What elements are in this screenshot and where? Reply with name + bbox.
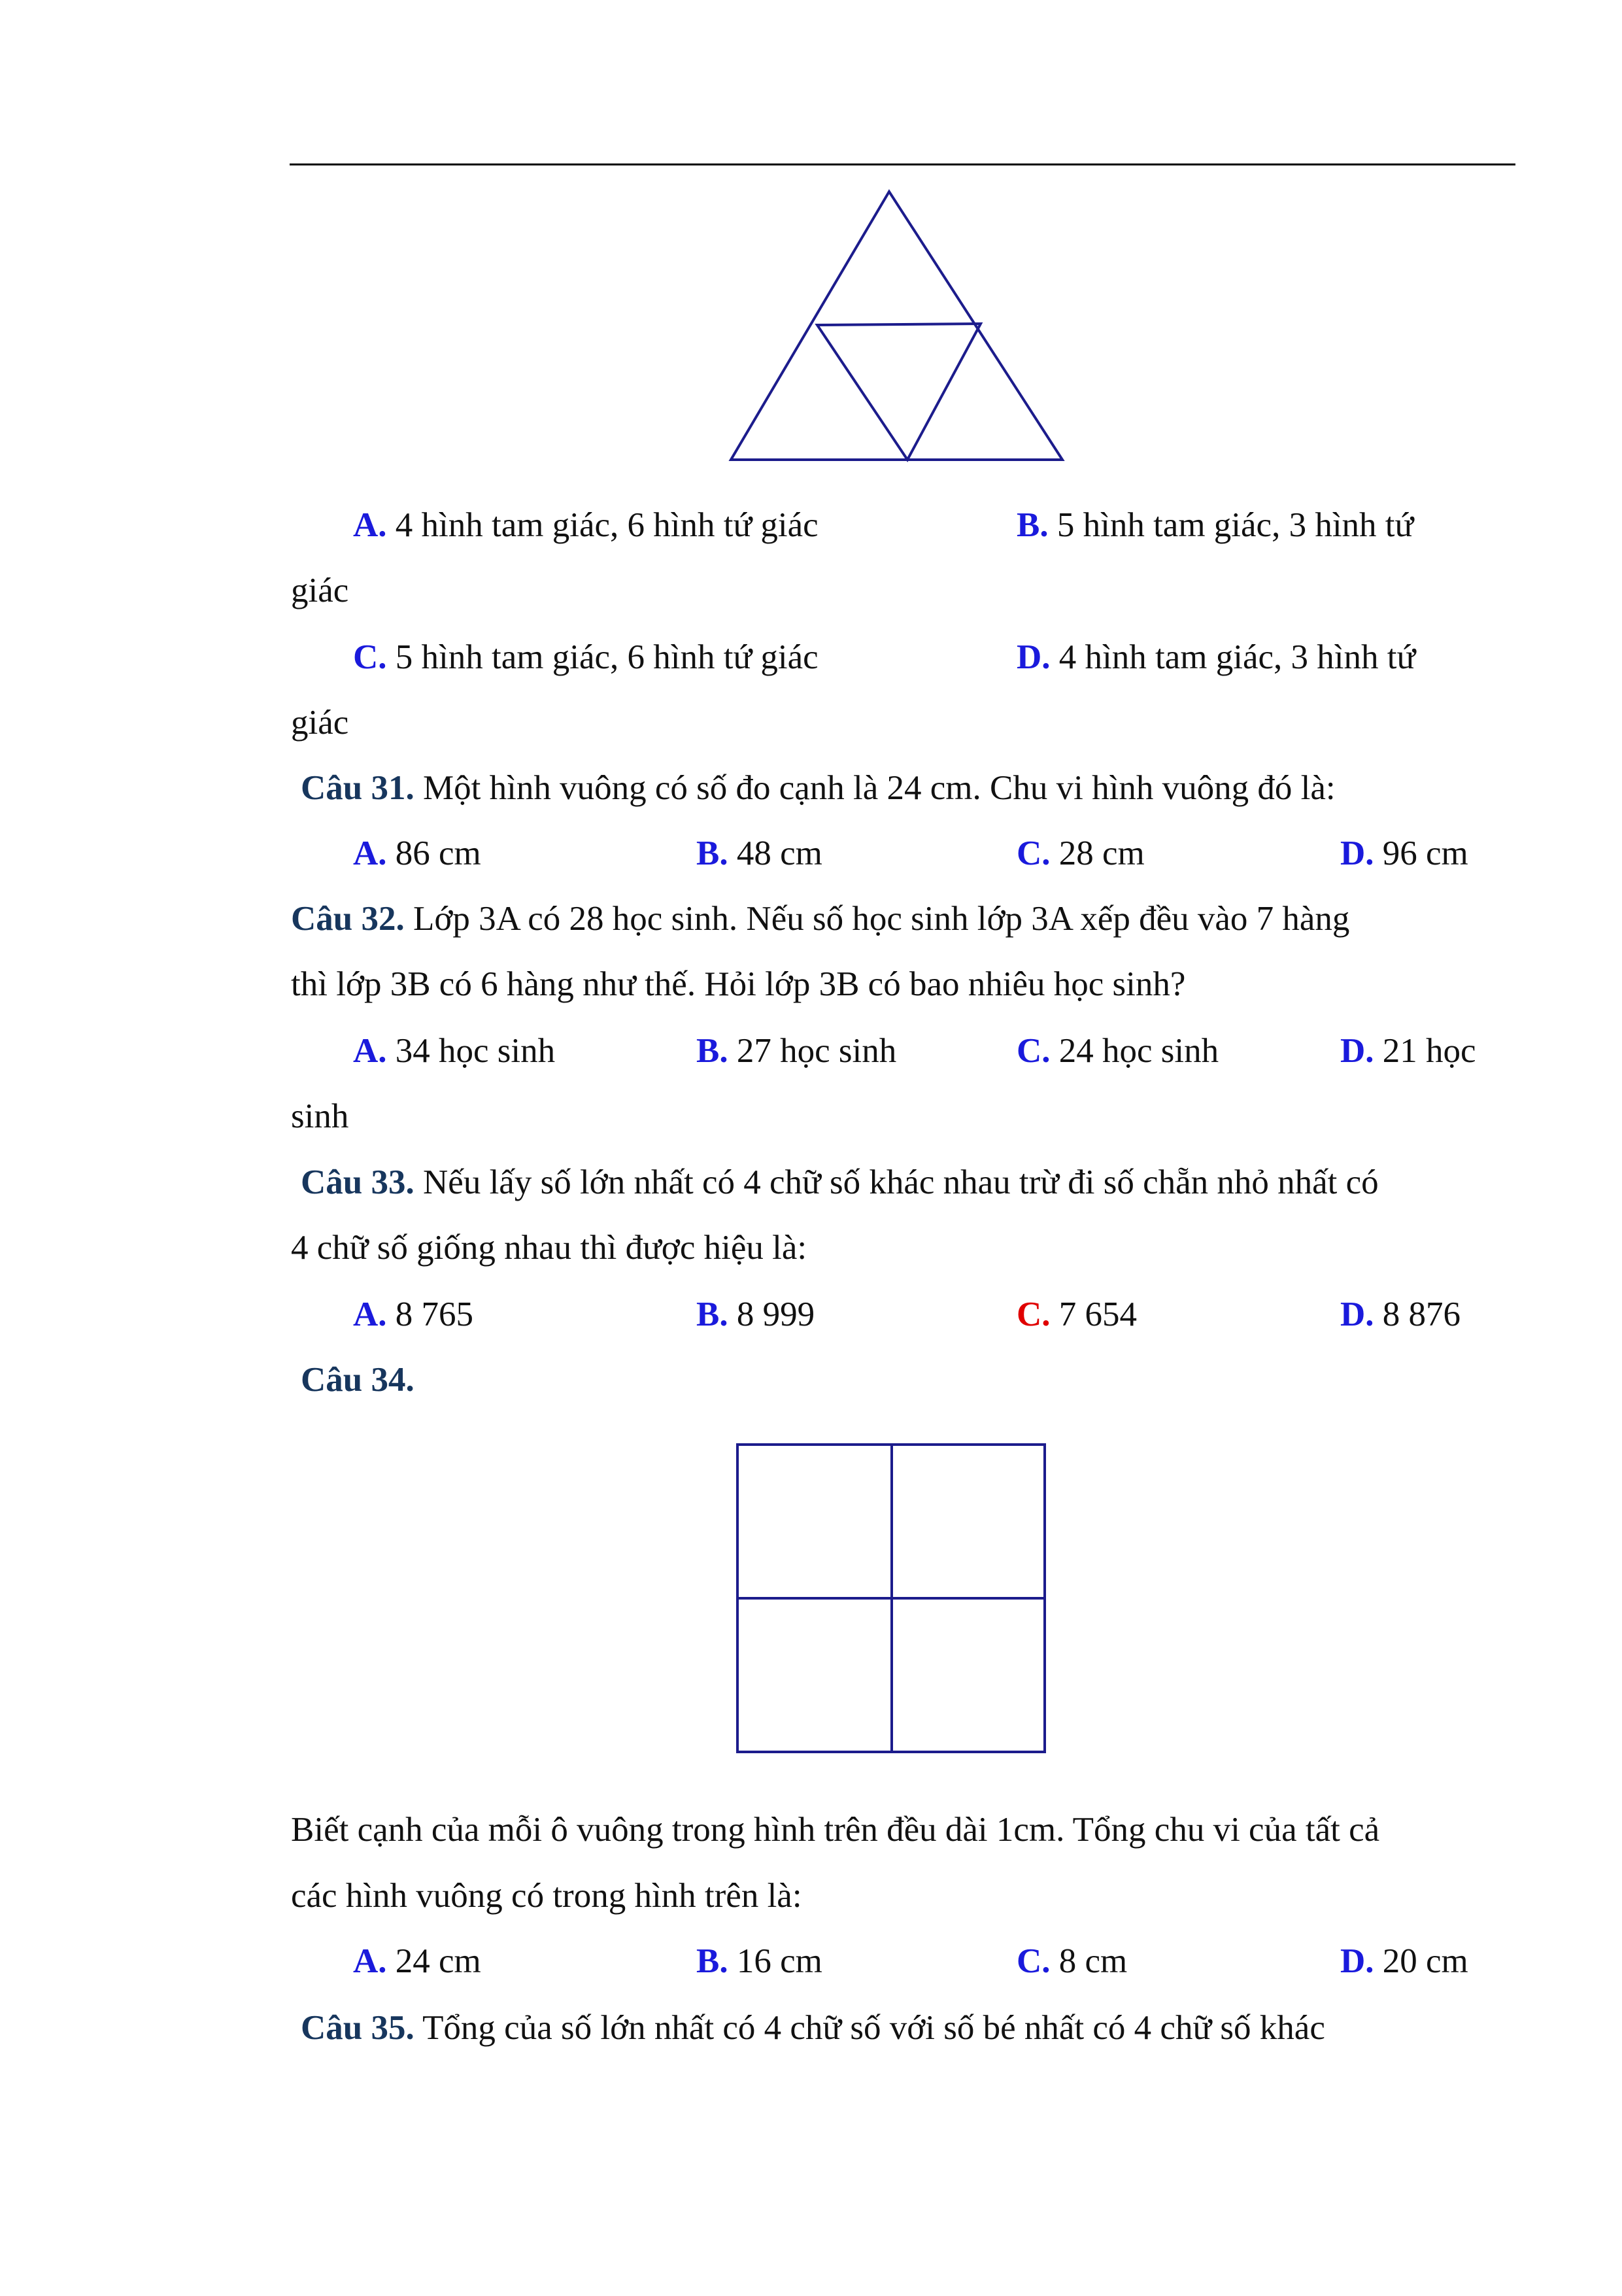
- q32-option-d-wrap: sinh: [291, 1097, 349, 1135]
- inner-triangle: [817, 324, 981, 460]
- question-34-label: Câu 34.: [301, 1361, 414, 1399]
- q32-option-d: D. 21 học: [1340, 1032, 1476, 1070]
- q34-option-b: B. 16 cm: [696, 1942, 822, 1980]
- q31-option-b: B. 48 cm: [696, 834, 822, 872]
- prev-option-b: B. 5 hình tam giác, 3 hình tứ: [1017, 506, 1414, 544]
- question-34-line1: Biết cạnh của mỗi ô vuông trong hình trên đều dài 1cm. Tổng chu vi của tất cả: [291, 1811, 1380, 1849]
- q31-option-c: C. 28 cm: [1017, 834, 1145, 872]
- q33-option-a: A. 8 765: [353, 1295, 474, 1333]
- question-31: Câu 31. Một hình vuông có số đo cạnh là 24 cm. Chu vi hình vuông đó là:: [301, 769, 1336, 807]
- q34-option-c: C. 8 cm: [1017, 1942, 1128, 1980]
- question-33-line2: 4 chữ số giống nhau thì được hiệu là:: [291, 1229, 807, 1267]
- question-32-line2: thì lớp 3B có 6 hàng như thế. Hỏi lớp 3B có bao nhiêu học sinh?: [291, 965, 1186, 1003]
- question-34: [301, 1358, 414, 1401]
- question-33: Câu 33. Nếu lấy số lớn nhất có 4 chữ số khác nhau trừ đi số chẵn nhỏ nhất có: [301, 1163, 1379, 1201]
- question-35: Câu 35. Tổng của số lớn nhất có 4 chữ số với số bé nhất có 4 chữ số khác: [301, 2009, 1325, 2047]
- question-32-label: Câu 32.: [291, 900, 405, 938]
- question-35-label: Câu 35.: [301, 2009, 414, 2047]
- square-grid-figure: [735, 1442, 1049, 1756]
- question-33-label: Câu 33.: [301, 1163, 414, 1201]
- q32-option-b: B. 27 học sinh: [696, 1032, 897, 1070]
- q32-option-c: C. 24 học sinh: [1017, 1032, 1219, 1070]
- q32-option-a: A. 34 học sinh: [353, 1032, 556, 1070]
- prev-option-d: D. 4 hình tam giác, 3 hình tứ: [1017, 638, 1416, 676]
- q33-option-d: D. 8 876: [1340, 1295, 1461, 1333]
- header-rule: [290, 163, 1515, 165]
- question-31-label: Câu 31.: [301, 769, 414, 807]
- prev-option-a: A. 4 hình tam giác, 6 hình tứ giác: [353, 506, 819, 544]
- q31-option-a: A. 86 cm: [353, 834, 481, 872]
- prev-option-d-wrap: giác: [291, 704, 349, 742]
- q33-option-c: C. 7 654: [1017, 1295, 1138, 1333]
- question-34-line2: các hình vuông có trong hình trên là:: [291, 1877, 802, 1915]
- q34-option-a: A. 24 cm: [353, 1942, 481, 1980]
- question-32: Câu 32. Lớp 3A có 28 học sinh. Nếu số học sinh lớp 3A xếp đều vào 7 hàng: [291, 900, 1350, 938]
- q33-option-b: B. 8 999: [696, 1295, 815, 1333]
- prev-option-b-wrap: giác: [291, 572, 349, 609]
- q31-option-d: D. 96 cm: [1340, 834, 1468, 872]
- prev-option-c: C. 5 hình tam giác, 6 hình tứ giác: [353, 638, 819, 676]
- triangle-figure: [726, 186, 1066, 468]
- q34-option-d: D. 20 cm: [1340, 1942, 1468, 1980]
